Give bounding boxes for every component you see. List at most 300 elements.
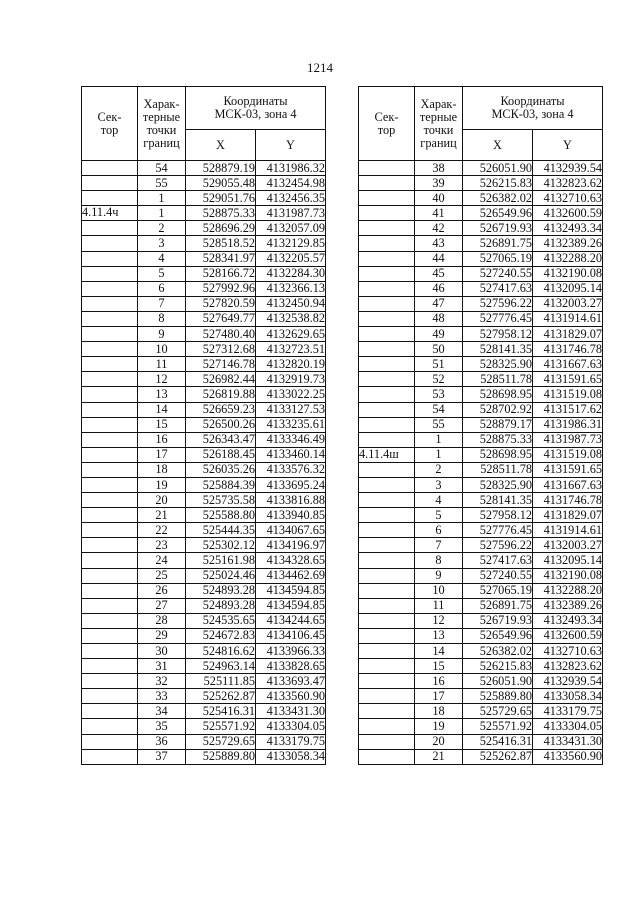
point-number-cell: 19 [138,477,186,492]
sector-cell [359,206,415,221]
sector-cell [359,523,415,538]
table-row [359,704,603,719]
point-number-cell: 21 [415,749,463,764]
y-coordinate-cell: 4134067.65 [256,523,326,538]
table-row [359,674,603,689]
sector-cell [359,327,415,342]
x-coordinate-cell: 526659.23 [186,402,256,417]
point-number-cell: 18 [138,462,186,477]
table-row [359,462,603,477]
x-coordinate-cell: 525729.65 [463,704,533,719]
sector-cell [82,734,138,749]
table-row [82,523,326,538]
y-coordinate-cell: 4133576.32 [256,462,326,477]
sector-cell [359,749,415,764]
point-number-cell: 31 [138,659,186,674]
header-characteristic-points [138,87,186,161]
header-x: X [463,130,533,161]
y-coordinate-cell: 4132288.20 [533,583,603,598]
sector-cell [359,477,415,492]
x-coordinate-cell: 524816.62 [186,644,256,659]
sector-cell [82,613,138,628]
sector-cell [359,538,415,553]
y-coordinate-cell: 4133431.30 [256,704,326,719]
y-coordinate-cell: 4134196.97 [256,538,326,553]
x-coordinate-cell: 527146.78 [186,357,256,372]
header-y: Y [533,130,603,161]
point-number-cell: 30 [138,644,186,659]
point-number-cell: 5 [138,266,186,281]
x-coordinate-cell: 526343.47 [186,432,256,447]
y-coordinate-cell: 4134594.85 [256,598,326,613]
x-coordinate-cell: 524963.14 [186,659,256,674]
sector-cell [359,281,415,296]
sector-cell [82,432,138,447]
header-sector-line2: тор [100,122,119,137]
y-coordinate-cell: 4132823.62 [533,659,603,674]
table-row [359,402,603,417]
x-coordinate-cell: 525416.31 [186,704,256,719]
point-number-cell: 55 [415,417,463,432]
table-row [359,568,603,583]
table-row [82,613,326,628]
sector-cell [82,644,138,659]
y-coordinate-cell: 4132629.65 [256,327,326,342]
table-row [359,734,603,749]
sector-cell [82,311,138,326]
table-row [359,583,603,598]
sector-cell [82,598,138,613]
table-row [82,704,326,719]
sector-cell [82,251,138,266]
x-coordinate-cell: 528879.17 [463,417,533,432]
y-coordinate-cell: 4132454.98 [256,176,326,191]
header-x: X [186,130,256,161]
x-coordinate-cell: 524535.65 [186,613,256,628]
y-coordinate-cell: 4132919.73 [256,372,326,387]
x-coordinate-cell: 527312.68 [186,342,256,357]
x-coordinate-cell: 526891.75 [463,236,533,251]
sector-cell [359,191,415,206]
sector-cell [359,598,415,613]
y-coordinate-cell: 4132095.14 [533,553,603,568]
point-number-cell: 40 [415,191,463,206]
table-row [82,493,326,508]
y-coordinate-cell: 4133828.65 [256,659,326,674]
y-coordinate-cell: 4132288.20 [533,251,603,266]
table-row [359,236,603,251]
x-coordinate-cell: 526719.93 [463,613,533,628]
point-number-cell: 1 [138,191,186,206]
x-coordinate-cell: 525416.31 [463,734,533,749]
x-coordinate-cell: 526819.88 [186,387,256,402]
sector-cell [82,387,138,402]
x-coordinate-cell: 527596.22 [463,538,533,553]
y-coordinate-cell: 4133058.34 [256,749,326,764]
y-coordinate-cell: 4132389.26 [533,236,603,251]
x-coordinate-cell: 525161.98 [186,553,256,568]
point-number-cell: 17 [138,447,186,462]
x-coordinate-cell: 525735.58 [186,493,256,508]
x-coordinate-cell: 525111.85 [186,674,256,689]
point-number-cell: 49 [415,327,463,342]
table-row [82,719,326,734]
header-char-line2: терные [142,109,181,124]
y-coordinate-cell: 4131591.65 [533,462,603,477]
sector-cell [82,236,138,251]
sector-cell [359,704,415,719]
y-coordinate-cell: 4133560.90 [533,749,603,764]
sector-cell [359,221,415,236]
y-coordinate-cell: 4131986.32 [256,161,326,176]
sector-cell [82,508,138,523]
y-coordinate-cell: 4132095.14 [533,281,603,296]
y-coordinate-cell: 4131746.78 [533,493,603,508]
table-row [359,493,603,508]
y-coordinate-cell: 4133695.24 [256,477,326,492]
header-y: Y [256,130,326,161]
table-row [359,206,603,221]
table-row [359,508,603,523]
table-row [82,372,326,387]
point-number-cell: 24 [138,553,186,568]
table-row [82,387,326,402]
header-coordinates [186,87,326,130]
point-number-cell: 13 [415,628,463,643]
x-coordinate-cell: 528879.19 [186,161,256,176]
x-coordinate-cell: 528698.95 [463,447,533,462]
table-row [359,659,603,674]
point-number-cell: 16 [138,432,186,447]
sector-cell [359,553,415,568]
x-coordinate-cell: 525729.65 [186,734,256,749]
header-char-line4: границ [420,135,457,150]
y-coordinate-cell: 4133560.90 [256,689,326,704]
x-coordinate-cell: 526051.90 [463,674,533,689]
point-number-cell: 53 [415,387,463,402]
y-coordinate-cell: 4131667.63 [533,357,603,372]
x-coordinate-cell: 525444.35 [186,523,256,538]
sector-cell [359,311,415,326]
header-char-line3: точки [423,122,454,137]
point-number-cell: 51 [415,357,463,372]
header-sector [359,87,415,161]
point-number-cell: 36 [138,734,186,749]
table-row [82,281,326,296]
x-coordinate-cell: 526549.96 [463,206,533,221]
x-coordinate-cell: 526549.96 [463,628,533,643]
point-number-cell: 20 [138,493,186,508]
y-coordinate-cell: 4133022.25 [256,387,326,402]
y-coordinate-cell: 4132600.59 [533,628,603,643]
x-coordinate-cell: 528325.90 [463,357,533,372]
x-coordinate-cell: 526051.90 [463,161,533,176]
table-row [359,523,603,538]
x-coordinate-cell: 526215.83 [463,176,533,191]
table-row [82,161,326,176]
table-row [82,327,326,342]
point-number-cell: 10 [138,342,186,357]
y-coordinate-cell: 4133058.34 [533,689,603,704]
x-coordinate-cell: 526891.75 [463,598,533,613]
y-coordinate-cell: 4132493.34 [533,221,603,236]
table-row [359,628,603,643]
x-coordinate-cell: 527240.55 [463,266,533,281]
point-number-cell: 11 [138,357,186,372]
table-row [82,734,326,749]
y-coordinate-cell: 4132129.85 [256,236,326,251]
point-number-cell: 32 [138,674,186,689]
point-number-cell: 1 [138,206,186,221]
sector-cell [359,719,415,734]
x-coordinate-cell: 527596.22 [463,296,533,311]
page-number: 1214 [307,60,333,75]
x-coordinate-cell: 527776.45 [463,311,533,326]
sector-cell [82,176,138,191]
x-coordinate-cell: 525262.87 [463,749,533,764]
table-row [359,221,603,236]
sector-cell [82,523,138,538]
sector-cell [359,402,415,417]
point-number-cell: 42 [415,221,463,236]
point-number-cell: 4 [415,493,463,508]
header-characteristic-points [415,87,463,161]
sector-cell [82,447,138,462]
sector-cell [359,372,415,387]
y-coordinate-cell: 4132710.63 [533,644,603,659]
point-number-cell: 9 [138,327,186,342]
y-coordinate-cell: 4133431.30 [533,734,603,749]
y-coordinate-cell: 4133235.61 [256,417,326,432]
point-number-cell: 3 [415,477,463,492]
y-coordinate-cell: 4131517.62 [533,402,603,417]
sector-cell [359,568,415,583]
point-number-cell: 20 [415,734,463,749]
table-row [82,659,326,674]
table-row [359,191,603,206]
coordinates-table-left [81,86,326,765]
sector-cell [359,628,415,643]
x-coordinate-cell: 526382.02 [463,191,533,206]
y-coordinate-cell: 4132284.30 [256,266,326,281]
point-number-cell: 12 [138,372,186,387]
point-number-cell: 50 [415,342,463,357]
point-number-cell: 14 [415,644,463,659]
sector-cell [359,296,415,311]
y-coordinate-cell: 4132493.34 [533,613,603,628]
x-coordinate-cell: 527992.96 [186,281,256,296]
point-number-cell: 26 [138,583,186,598]
header-char-line4: границ [143,135,180,150]
table-row [359,644,603,659]
table-row [82,553,326,568]
point-number-cell: 4 [138,251,186,266]
y-coordinate-cell: 4134244.65 [256,613,326,628]
y-coordinate-cell: 4131987.73 [533,432,603,447]
sector-cell [82,296,138,311]
table-row [82,357,326,372]
table-row [359,357,603,372]
x-coordinate-cell: 525302.12 [186,538,256,553]
y-coordinate-cell: 4132939.54 [533,161,603,176]
point-number-cell: 23 [138,538,186,553]
point-number-cell: 16 [415,674,463,689]
table-row [82,628,326,643]
x-coordinate-cell: 526382.02 [463,644,533,659]
point-number-cell: 47 [415,296,463,311]
header-coordinates [463,87,603,130]
table-row [82,236,326,251]
x-coordinate-cell: 528511.78 [463,462,533,477]
y-coordinate-cell: 4131519.08 [533,387,603,402]
table-row [82,296,326,311]
coordinates-table-right [358,86,603,765]
table-row [82,568,326,583]
sector-cell [82,659,138,674]
sector-cell [359,462,415,477]
table-row [82,447,326,462]
point-number-cell: 45 [415,266,463,281]
table-row [82,644,326,659]
point-number-cell: 9 [415,568,463,583]
sector-cell [82,628,138,643]
x-coordinate-cell: 526188.45 [186,447,256,462]
table-row [359,372,603,387]
y-coordinate-cell: 4132450.94 [256,296,326,311]
sector-cell [359,432,415,447]
table-row [82,417,326,432]
header-sector-line1: Сек- [374,109,399,124]
x-coordinate-cell: 528141.35 [463,342,533,357]
y-coordinate-cell: 4133816.88 [256,493,326,508]
sector-cell [82,493,138,508]
point-number-cell: 28 [138,613,186,628]
table-row [359,266,603,281]
x-coordinate-cell: 527649.77 [186,311,256,326]
sector-cell [359,161,415,176]
y-coordinate-cell: 4131987.73 [256,206,326,221]
table-row [359,161,603,176]
header-char-line3: точки [146,122,177,137]
sector-cell [82,161,138,176]
header-coord-line2: МСК-03, зона 4 [214,107,297,121]
point-number-cell: 35 [138,719,186,734]
table-row [359,311,603,326]
x-coordinate-cell: 527240.55 [463,568,533,583]
x-coordinate-cell: 528875.33 [186,206,256,221]
point-number-cell: 29 [138,628,186,643]
table-row [359,417,603,432]
header-sector-line2: тор [377,122,396,137]
y-coordinate-cell: 4133304.05 [533,719,603,734]
y-coordinate-cell: 4132366.13 [256,281,326,296]
sector-cell [82,372,138,387]
y-coordinate-cell: 4132389.26 [533,598,603,613]
y-coordinate-cell: 4131914.61 [533,311,603,326]
sector-cell [82,342,138,357]
x-coordinate-cell: 526500.26 [186,417,256,432]
point-number-cell: 15 [415,659,463,674]
x-coordinate-cell: 529051.76 [186,191,256,206]
point-number-cell: 15 [138,417,186,432]
x-coordinate-cell: 527958.12 [463,508,533,523]
point-number-cell: 6 [415,523,463,538]
table-row [82,251,326,266]
y-coordinate-cell: 4131829.07 [533,508,603,523]
point-number-cell: 8 [138,311,186,326]
point-number-cell: 12 [415,613,463,628]
table-row [359,387,603,402]
header-char-line1: Харак- [143,96,180,111]
point-number-cell: 2 [415,462,463,477]
x-coordinate-cell: 525024.46 [186,568,256,583]
table-row [82,402,326,417]
point-number-cell: 6 [138,281,186,296]
y-coordinate-cell: 4131519.08 [533,447,603,462]
x-coordinate-cell: 527958.12 [463,327,533,342]
y-coordinate-cell: 4131986.31 [533,417,603,432]
y-coordinate-cell: 4133346.49 [256,432,326,447]
table-row [359,281,603,296]
table-row [82,221,326,236]
point-number-cell: 19 [415,719,463,734]
sector-cell [82,704,138,719]
point-number-cell: 33 [138,689,186,704]
x-coordinate-cell: 525571.92 [186,719,256,734]
point-number-cell: 2 [138,221,186,236]
x-coordinate-cell: 527065.19 [463,583,533,598]
y-coordinate-cell: 4133693.47 [256,674,326,689]
point-number-cell: 13 [138,387,186,402]
sector-cell [82,538,138,553]
y-coordinate-cell: 4132456.35 [256,191,326,206]
x-coordinate-cell: 526215.83 [463,659,533,674]
sector-cell [359,508,415,523]
x-coordinate-cell: 524672.83 [186,628,256,643]
point-number-cell: 18 [415,704,463,719]
header-coord-line1: Координаты [500,94,565,108]
y-coordinate-cell: 4134462.69 [256,568,326,583]
y-coordinate-cell: 4133966.33 [256,644,326,659]
table-body-right [359,161,603,765]
point-number-cell: 54 [138,161,186,176]
y-coordinate-cell: 4132538.82 [256,311,326,326]
y-coordinate-cell: 4132820.19 [256,357,326,372]
y-coordinate-cell: 4132600.59 [533,206,603,221]
point-number-cell: 3 [138,236,186,251]
x-coordinate-cell: 528141.35 [463,493,533,508]
point-number-cell: 10 [415,583,463,598]
table-row [359,447,603,462]
sector-cell [359,613,415,628]
table-row [82,191,326,206]
x-coordinate-cell: 524893.28 [186,598,256,613]
table-row [82,432,326,447]
x-coordinate-cell: 527776.45 [463,523,533,538]
x-coordinate-cell: 527065.19 [463,251,533,266]
point-number-cell: 1 [415,432,463,447]
table-row [359,342,603,357]
y-coordinate-cell: 4132003.27 [533,296,603,311]
y-coordinate-cell: 4132190.08 [533,266,603,281]
sector-cell [82,357,138,372]
x-coordinate-cell: 528166.72 [186,266,256,281]
x-coordinate-cell: 525889.80 [186,749,256,764]
y-coordinate-cell: 4131829.07 [533,327,603,342]
y-coordinate-cell: 4133179.75 [533,704,603,719]
table-row [82,674,326,689]
sector-cell [359,734,415,749]
